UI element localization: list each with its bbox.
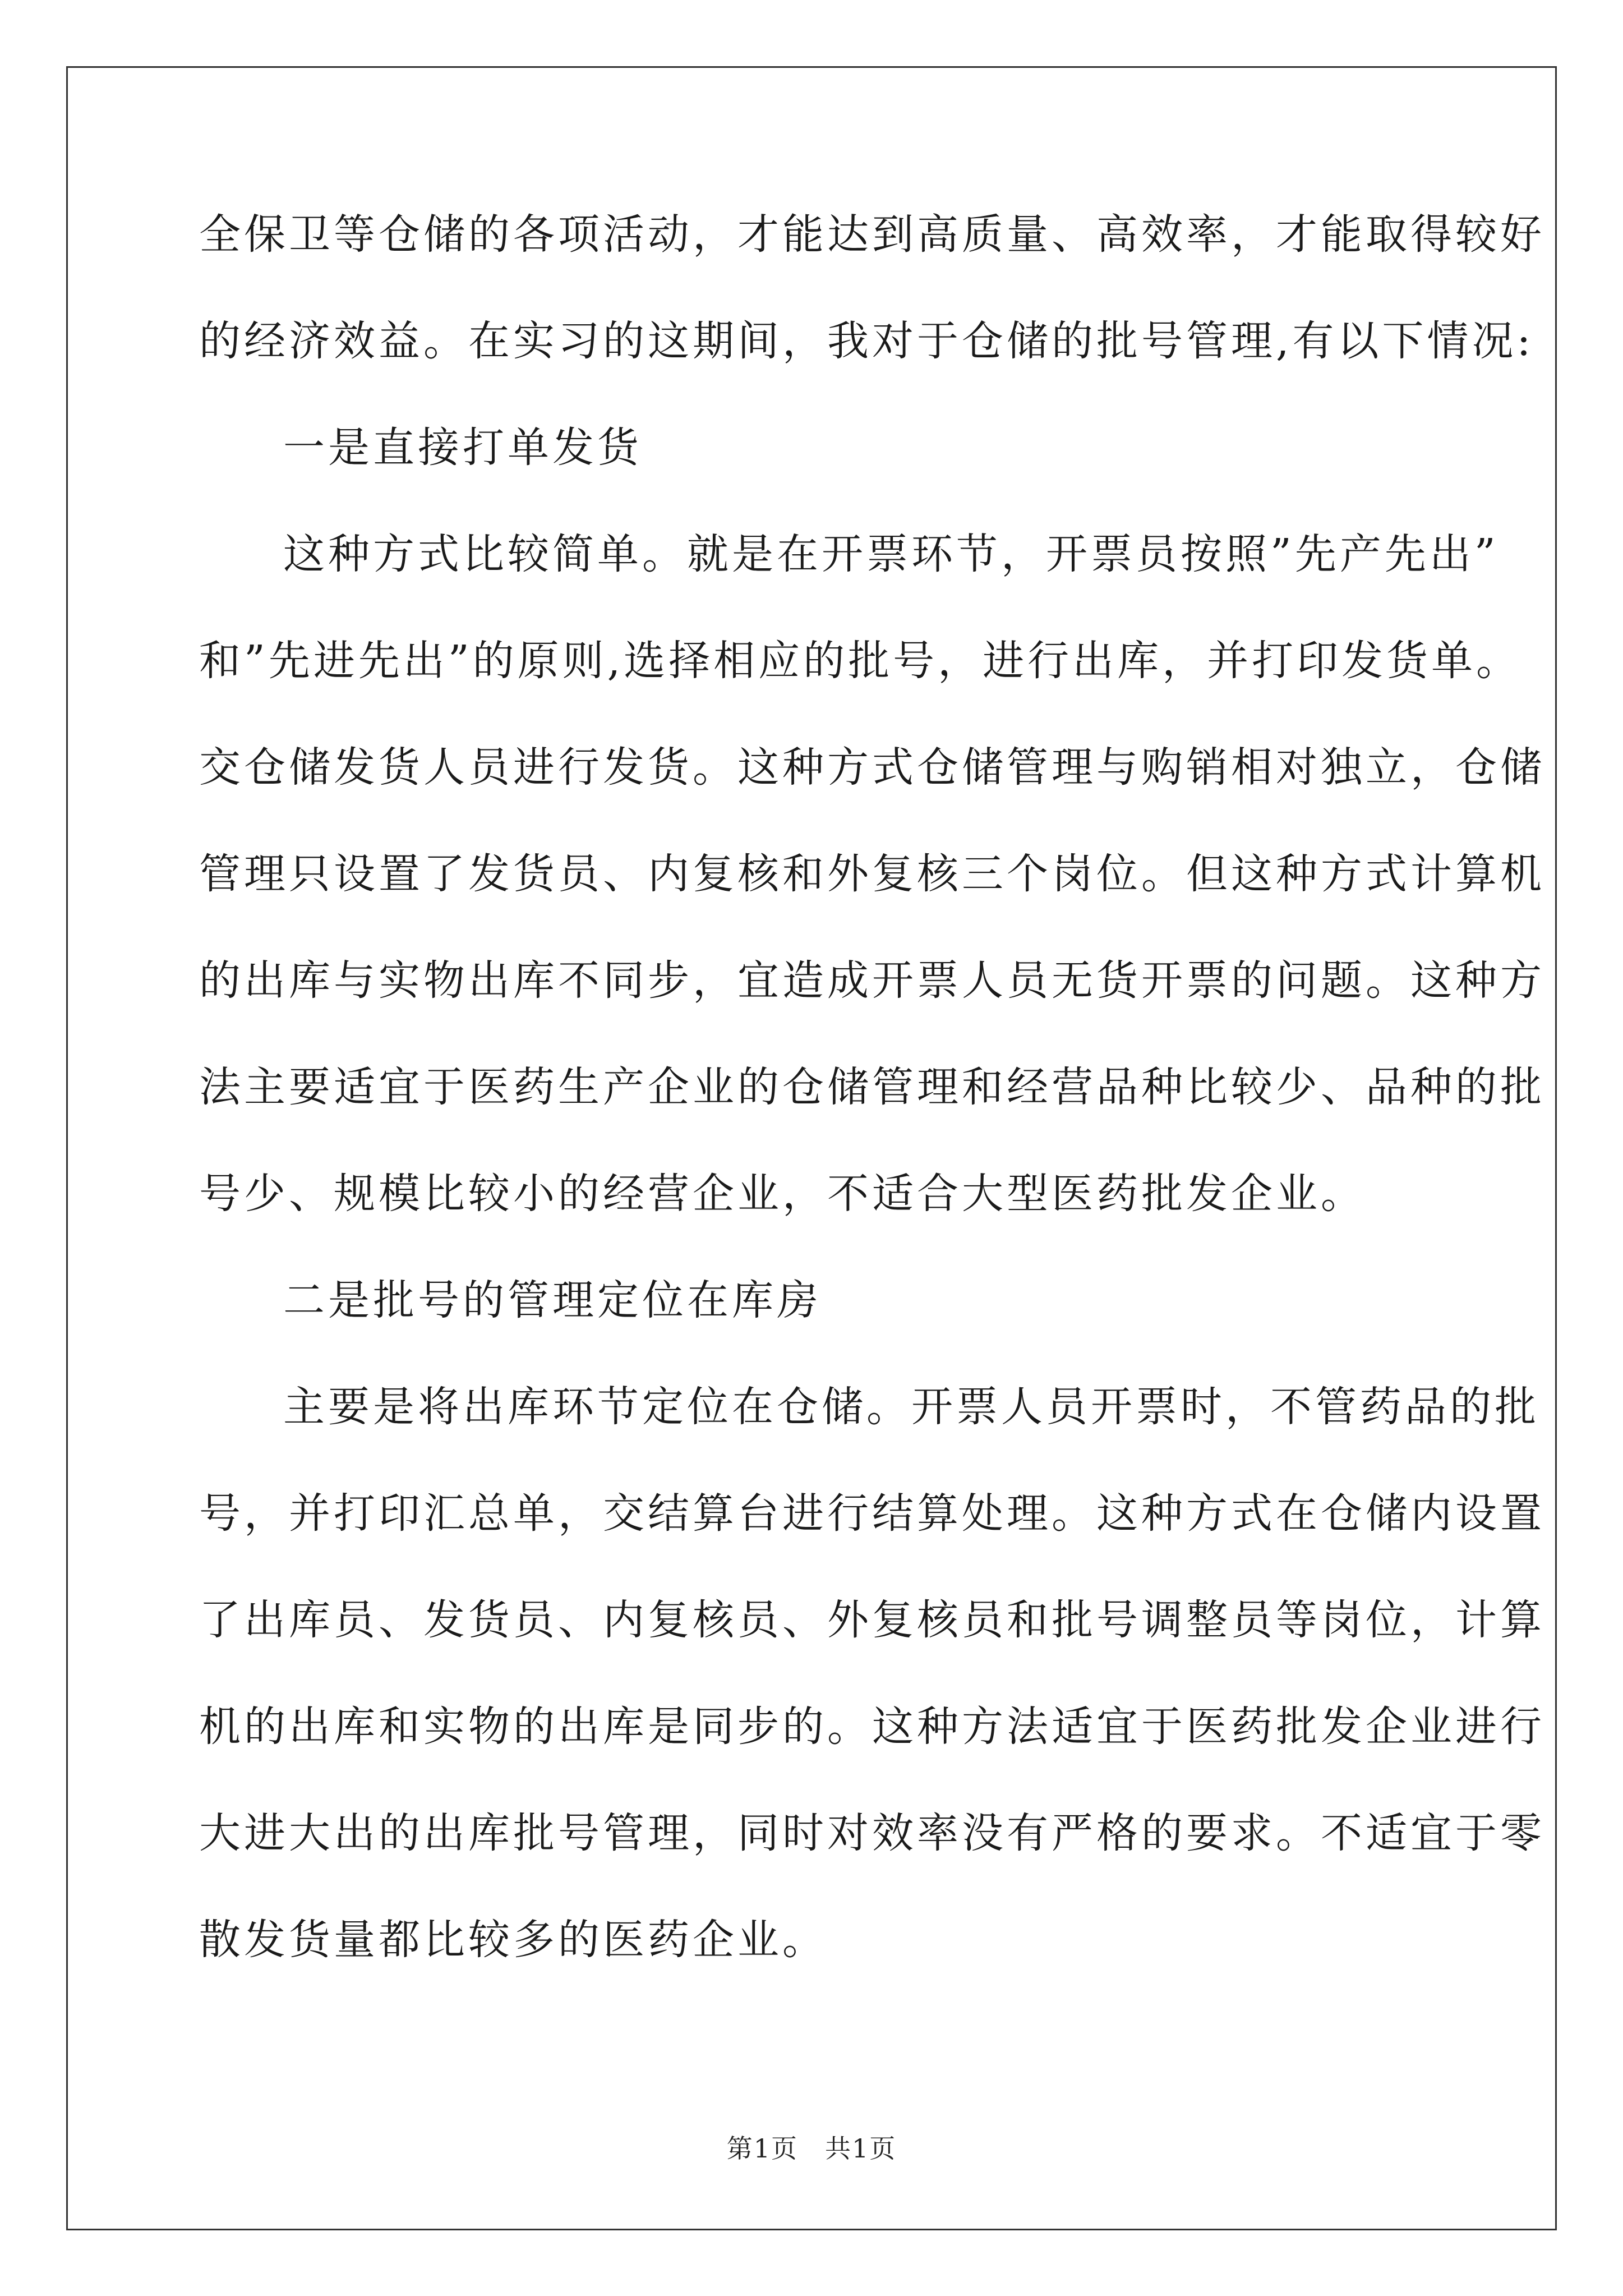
text-line: 法主要适宜于医药生产企业的仓储管理和经营品种比较少、品种的批 — [199, 1063, 1545, 1111]
text-line: 机的出库和实物的出库是同步的。这种方法适宜于医药批发企业进行 — [199, 1703, 1545, 1751]
text-line: 号少、规模比较小的经营企业，不适合大型医药批发企业。 — [199, 1170, 1366, 1218]
text-line: 的经济效益。在实习的这期间，我对于仓储的批号管理,有以下情况: — [199, 317, 1534, 365]
section-heading: 一是直接打单发货 — [283, 424, 642, 472]
text-line: 和”先进先出”的原则,选择相应的批号，进行出库，并打印发货单。 — [199, 637, 1521, 685]
text-line: 大进大出的出库批号管理，同时对效率没有严格的要求。不适宜于零 — [199, 1809, 1545, 1857]
section-heading: 二是批号的管理定位在库房 — [283, 1276, 822, 1324]
text-line: 管理只设置了发货员、内复核和外复核三个岗位。但这种方式计算机 — [199, 850, 1545, 898]
text-line: 号，并打印汇总单，交结算台进行结算处理。这种方式在仓储内设置 — [199, 1489, 1545, 1538]
text-line: 交仓储发货人员进行发货。这种方式仓储管理与购销相对独立，仓储 — [199, 743, 1545, 792]
text-line: 了出库员、发货员、内复核员、外复核员和批号调整员等岗位，计算 — [199, 1596, 1545, 1644]
text-line: 这种方式比较简单。就是在开票环节，开票员按照”先产先出” — [283, 530, 1499, 578]
text-line: 散发货量都比较多的医药企业。 — [199, 1916, 827, 1964]
page-number-footer: 第1页 共1页 — [726, 2133, 897, 2164]
text-line: 的出库与实物出库不同步，宜造成开票人员无货开票的问题。这种方 — [199, 956, 1545, 1005]
document-body — [199, 206, 1545, 2018]
text-line: 全保卫等仓储的各项活动，才能达到高质量、高效率，才能取得较好 — [199, 210, 1545, 259]
text-line: 主要是将出库环节定位在仓储。开票人员开票时，不管药品的批 — [283, 1383, 1539, 1431]
